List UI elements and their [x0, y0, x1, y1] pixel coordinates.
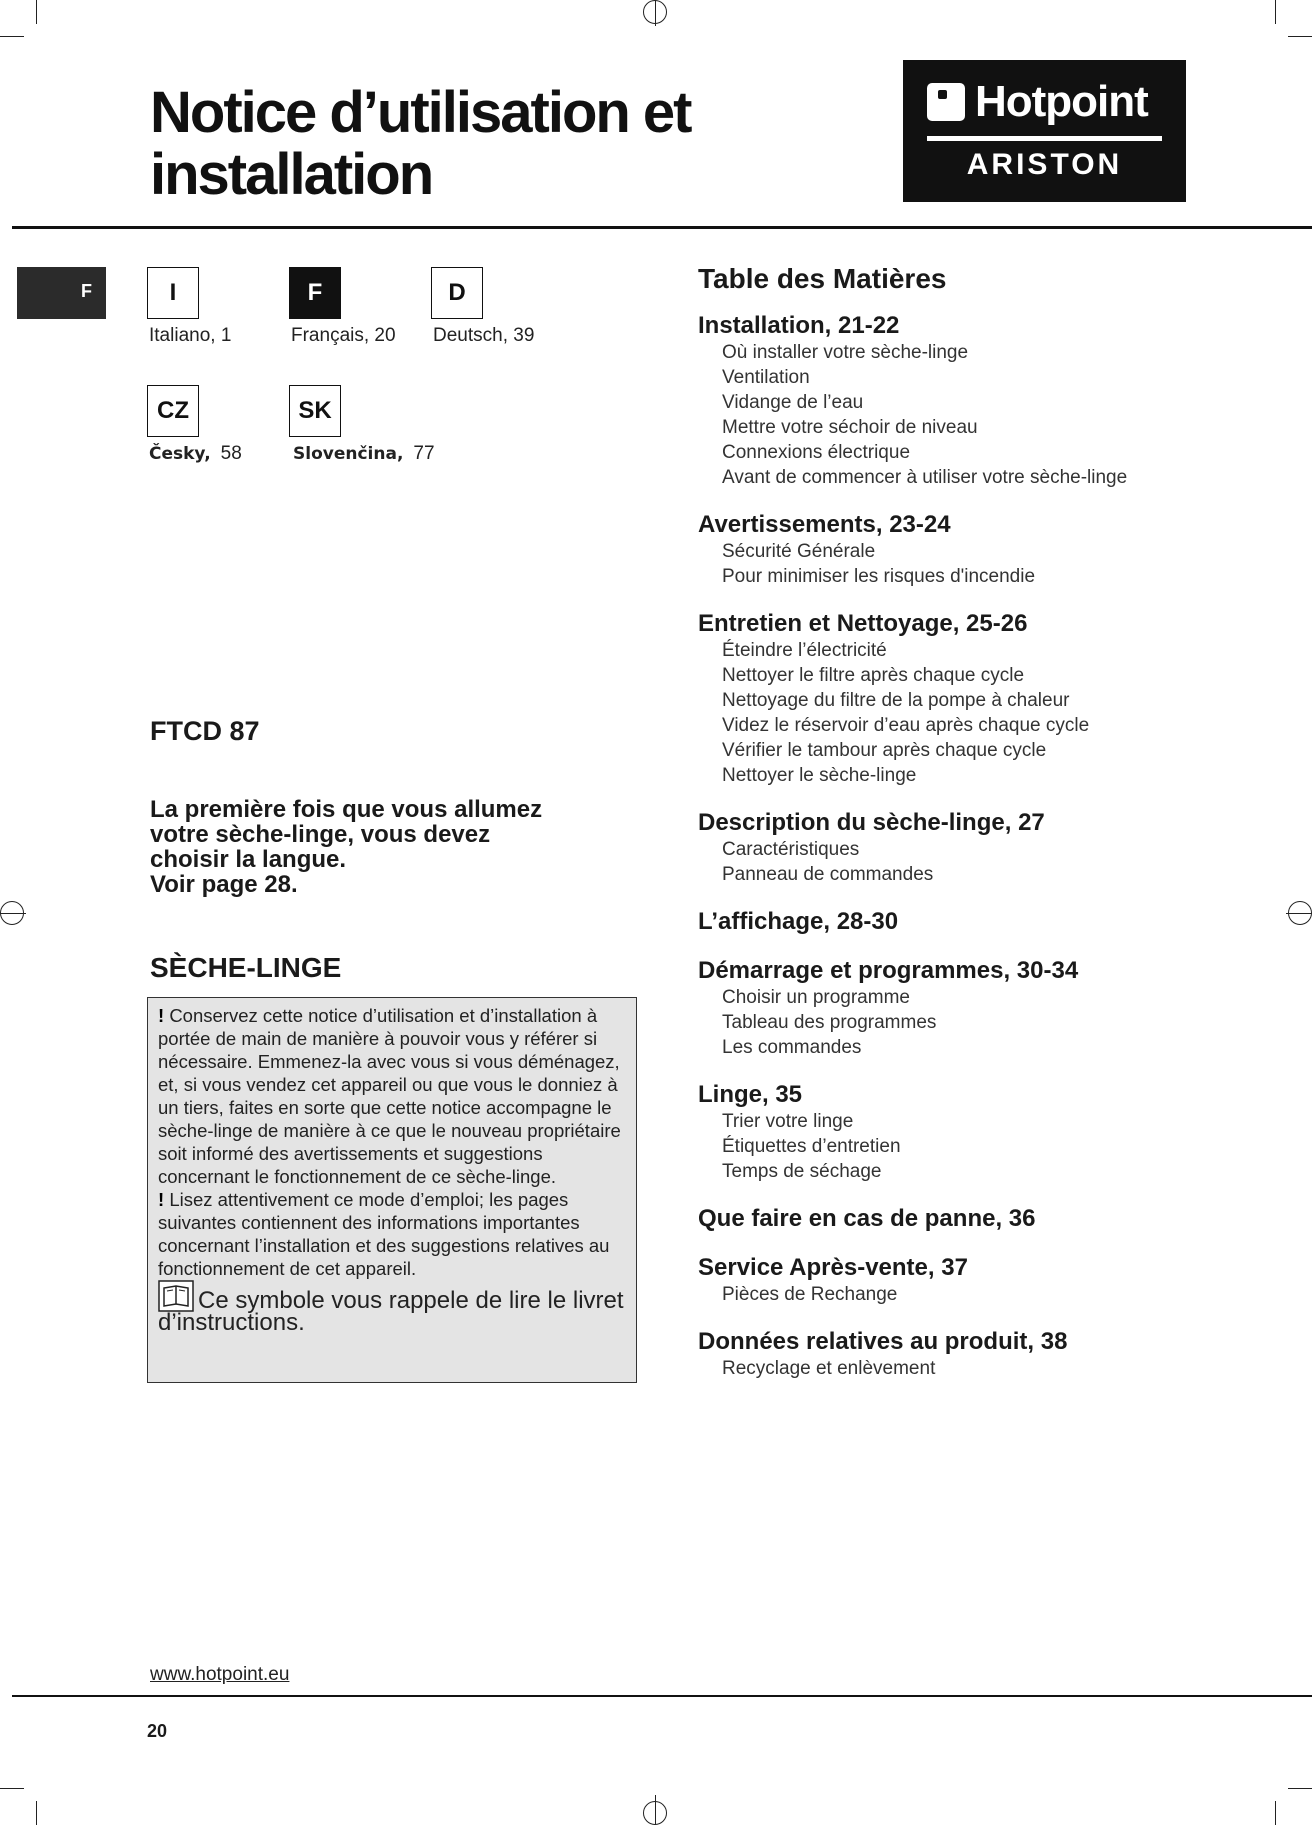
page-title-line: installation: [150, 142, 433, 207]
toc-item: Panneau de commandes: [722, 864, 934, 885]
toc-item: Trier votre linge: [722, 1111, 854, 1132]
language-label: Deutsch, 39: [433, 325, 535, 346]
page-title: [150, 82, 691, 206]
toc-section: [698, 510, 1298, 589]
toc-heading: Installation, 21-22: [698, 312, 900, 339]
crop-mark: [1275, 1801, 1276, 1825]
header-divider: [12, 226, 1312, 229]
crop-mark: [36, 1801, 37, 1825]
toc-item: Sécurité Générale: [722, 541, 876, 562]
toc-item: Caractéristiques: [722, 839, 860, 860]
language-label: [293, 443, 435, 465]
language-slovak[interactable]: [289, 385, 435, 464]
language-code: I: [147, 267, 199, 319]
brand-mark-icon: [927, 83, 965, 121]
language-french[interactable]: [289, 267, 396, 346]
crop-mark: [1288, 36, 1312, 37]
language-code: CZ: [147, 385, 199, 437]
toc-item: Recyclage et enlèvement: [722, 1358, 936, 1379]
language-italian[interactable]: [147, 267, 232, 346]
product-type-heading: SÈCHE-LINGE: [150, 952, 342, 983]
language-code: SK: [289, 385, 341, 437]
toc-item: Où installer votre sèche-linge: [722, 342, 969, 363]
first-use-line: choisir la langue.: [150, 846, 347, 873]
notice-paragraph: [158, 1188, 626, 1280]
language-code: D: [431, 267, 483, 319]
first-use-line: La première fois que vous allumez: [150, 796, 543, 823]
toc-section: [698, 1327, 1298, 1381]
toc-item: Nettoyer le filtre après chaque cycle: [722, 665, 1025, 686]
page-title-line: Notice d’utilisation et: [150, 80, 691, 145]
language-name: Slovenčina,: [293, 444, 404, 464]
toc-section: [698, 1204, 1298, 1233]
page-number: 20: [147, 1721, 168, 1741]
toc-item: Mettre votre séchoir de niveau: [722, 417, 978, 438]
language-name: Česky,: [149, 444, 211, 464]
notice-paragraph: [158, 1004, 626, 1188]
toc-item: Ventilation: [722, 367, 810, 388]
brand-name: Hotpoint: [975, 77, 1148, 126]
toc-heading: Service Après-vente, 37: [698, 1254, 968, 1281]
toc-title: Table des Matières: [698, 263, 947, 294]
crop-mark: [1275, 0, 1276, 24]
first-use-line: Voir page 28.: [150, 871, 298, 898]
toc-section: [698, 1080, 1298, 1184]
toc-heading: Données relatives au produit, 38: [698, 1328, 1068, 1355]
model-number: FTCD 87: [150, 716, 260, 746]
toc-item: Étiquettes d’entretien: [722, 1136, 901, 1157]
notice-symbol-text: Ce symbole vous rappele de lire le livret d’instructions.: [158, 1287, 624, 1336]
registration-mark: [655, 1795, 656, 1825]
crop-mark: [0, 1788, 24, 1789]
toc-section: [698, 808, 1298, 887]
toc-heading: Que faire en cas de panne, 36: [698, 1205, 1036, 1232]
footer-divider: [12, 1695, 1312, 1697]
brand-logo-top: [927, 77, 1148, 126]
registration-mark: [655, 0, 656, 26]
language-label: Italiano, 1: [149, 325, 232, 346]
toc-heading: Avertissements, 23-24: [698, 511, 951, 538]
crop-mark: [1288, 1788, 1312, 1789]
crop-mark: [0, 36, 24, 37]
language-german[interactable]: [431, 267, 535, 346]
toc-heading: Entretien et Nettoyage, 25-26: [698, 610, 1028, 637]
notice-box: [147, 997, 637, 1383]
toc-section: [698, 956, 1298, 1060]
language-side-tab: [17, 267, 106, 319]
language-code: F: [289, 267, 341, 319]
language-page: 58: [220, 443, 242, 464]
toc-item: Choisir un programme: [722, 987, 910, 1008]
warning-mark: !: [158, 1189, 165, 1210]
language-page: 77: [413, 443, 435, 464]
toc-heading: Linge, 35: [698, 1081, 803, 1108]
toc-item: Connexions électrique: [722, 442, 911, 463]
notice-text: Conservez cette notice d’utilisation et d’installation à portée de main de manière à pouvoir vous y référer si nécessaire. Emmenez-la avec vous si vous déménagez, et, si vous vendez cet appareil ou que vous le donniez à un tiers, faites en sorte que cette notice accompagne le sèche-linge de manière à ce que le nouveau propriétaire soit informé des avertissements et suggestions concernant le fonctionnement de ce sèche-linge.: [158, 1005, 621, 1187]
toc-item: Les commandes: [722, 1037, 862, 1058]
toc-section: [698, 609, 1298, 788]
toc-item: Pour minimiser les risques d'incendie: [722, 566, 1036, 587]
toc-heading: Description du sèche-linge, 27: [698, 809, 1045, 836]
toc-item: Avant de commencer à utiliser votre sèche-linge: [722, 467, 1128, 488]
toc-item: Éteindre l’électricité: [722, 640, 887, 661]
toc-section: [698, 1253, 1298, 1307]
first-use-note: [150, 797, 620, 897]
language-label: Français, 20: [291, 325, 396, 346]
registration-mark: [0, 913, 26, 914]
toc-item: Vidange de l’eau: [722, 392, 864, 413]
brand-subname: ARISTON: [966, 148, 1123, 181]
toc-heading: L’affichage, 28-30: [698, 908, 899, 935]
toc-item: Pièces de Rechange: [722, 1284, 898, 1305]
toc-item: Videz le réservoir d’eau après chaque cycle: [722, 715, 1090, 736]
website-link[interactable]: www.hotpoint.eu: [150, 1664, 290, 1685]
first-use-line: votre sèche-linge, vous devez: [150, 821, 491, 848]
notice-text: Lisez attentivement ce mode d’emploi; les pages suivantes contiennent des informations importantes concernant l’installation et des suggestions relatives au fonctionnement de cet appareil.: [158, 1189, 610, 1279]
toc-heading: Démarrage et programmes, 30-34: [698, 957, 1079, 984]
side-tab-label: F: [81, 281, 92, 301]
toc-item: Tableau des programmes: [722, 1012, 937, 1033]
table-of-contents: [698, 262, 1298, 1401]
crop-mark: [36, 0, 37, 24]
toc-item: Nettoyer le sèche-linge: [722, 765, 917, 786]
toc-item: Nettoyage du filtre de la pompe à chaleur: [722, 690, 1070, 711]
brand-bar: [927, 136, 1162, 141]
toc-item: Vérifier le tambour après chaque cycle: [722, 740, 1047, 761]
language-label: [149, 443, 242, 465]
toc-item: Temps de séchage: [722, 1161, 882, 1182]
read-manual-icon: [158, 1280, 194, 1312]
toc-section: [698, 311, 1298, 490]
language-czech[interactable]: [147, 385, 242, 464]
brand-logo: [903, 60, 1186, 202]
notice-symbol-line: [158, 1280, 626, 1334]
toc-section: [698, 907, 1298, 936]
warning-mark: !: [158, 1005, 165, 1026]
